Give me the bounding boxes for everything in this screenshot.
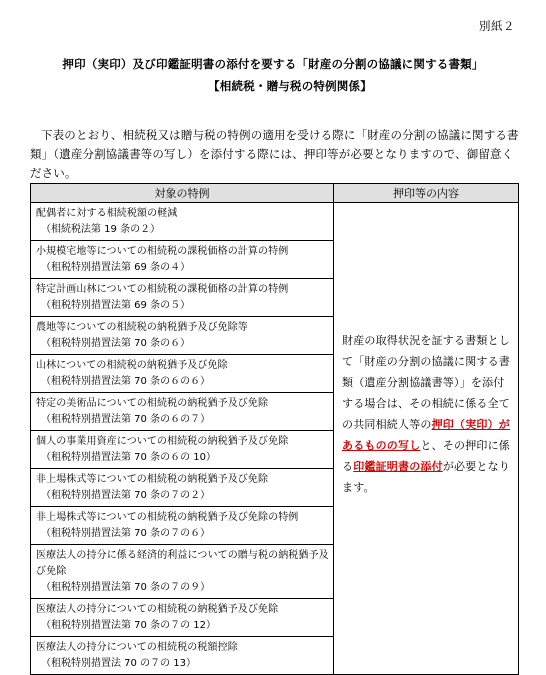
- requirement-text-1: 財産の取得状況を証する書類として「財産の分割の協議に関する書類（遺産分割協議書等）」を添付する場合は、その相続に係る全ての共同相続人等の: [342, 333, 510, 431]
- special-rule-name: 山林についての相続税の納税猶予及び免除: [36, 360, 228, 371]
- special-rule-name: 農地等についての相続税の納税猶予及び免除等: [36, 322, 248, 333]
- special-rule-name: 非上場株式等についての相続税の納税猶予及び免除: [36, 474, 269, 485]
- special-rule-law-reference: （租税特別措置法第 70 条の７の２）: [41, 490, 211, 501]
- special-rule-name: 非上場株式等についての相続税の納税猶予及び免除の特例: [36, 512, 299, 523]
- special-rules-table: [30, 183, 519, 675]
- special-rule-cell: [31, 431, 334, 469]
- special-rule-law-reference: （租税特別措置法第 70 条の６）: [41, 338, 191, 349]
- seal-requirement-cell: [334, 203, 519, 675]
- special-rule-cell: [31, 545, 334, 599]
- special-rule-cell: [31, 317, 334, 355]
- special-rule-law-reference: （租税特別措置法第 70 条の７の６）: [41, 528, 211, 539]
- special-rule-law-reference: （租税特別措置法第 69 条の５）: [41, 300, 191, 311]
- special-rule-name: 小規模宅地等についての相続税の課税価格の計算の特例: [36, 246, 289, 257]
- special-rule-cell: [31, 241, 334, 279]
- special-rule-name: 特定の美術品についての相続税の納税猶予及び免除: [36, 398, 269, 409]
- special-rule-cell: [31, 203, 334, 241]
- special-rule-cell: [31, 279, 334, 317]
- special-rule-name: 特定計画山林についての相続税の課税価格の計算の特例: [36, 284, 289, 295]
- special-rule-name: 配偶者に対する相続税額の軽減: [36, 208, 178, 219]
- special-rule-cell: [31, 393, 334, 431]
- special-rule-law-reference: （租税特別措置法第 69 条の４）: [41, 262, 191, 273]
- requirement-highlight-seal-copy: 押印（実印）があるものの写し: [342, 417, 511, 452]
- table-row: [31, 203, 519, 241]
- attachment-label: 別紙２: [479, 19, 515, 33]
- special-rule-cell: [31, 507, 334, 545]
- header-special-rule: 対象の特例: [31, 184, 334, 203]
- header-seal-content: 押印等の内容: [334, 184, 519, 203]
- special-rule-cell: [31, 355, 334, 393]
- special-rule-law-reference: （租税特別措置法第 70 条の６の７）: [41, 414, 211, 425]
- special-rule-cell: [31, 637, 334, 675]
- requirement-text-2: と、その押印に係る: [342, 438, 511, 473]
- requirement-highlight-seal-certificate: 印鑑証明書の添付: [353, 459, 443, 473]
- title-line-2: 【相続税・贈与税の特例関係】: [208, 79, 372, 93]
- special-rule-law-reference: （租税特別措置法第 70 条の７の９）: [41, 582, 211, 593]
- special-rule-law-reference: （租税特別措置法 70 の７の 13）: [41, 658, 196, 669]
- table-header-row: [31, 184, 519, 203]
- special-rule-name: 医療法人の持分についての相続税の税額控除: [36, 642, 238, 653]
- special-rule-cell: [31, 469, 334, 507]
- title-line-1: 押印（実印）及び印鑑証明書の添付を要する「財産の分割の協議に関する書類」: [62, 57, 484, 71]
- special-rule-name: 個人の事業用資産についての相続税の納税猶予及び免除: [36, 436, 289, 447]
- special-rule-law-reference: （租税特別措置法第 70 条の７の 12）: [41, 620, 216, 631]
- intro-paragraph: 下表のとおり、相続税又は贈与税の特例の適用を受ける際に「財産の分割の協議に関する書類」（遺産分割協議書等の写し）を添付する際には、押印等が必要となりますので、御留意ください。: [30, 128, 519, 180]
- special-rule-name: 医療法人の持分についての相続税の納税猶予及び免除: [36, 604, 279, 615]
- requirement-text-3: が必要となります。: [342, 459, 511, 494]
- special-rule-law-reference: （相続税法第 19 条の２）: [41, 224, 161, 235]
- special-rule-cell: [31, 599, 334, 637]
- special-rule-law-reference: （租税特別措置法第 70 条の６の 10）: [41, 452, 216, 463]
- document-title: [0, 53, 546, 97]
- special-rule-name: 医療法人の持分に係る経済的利益についての贈与税の納税猶予及び免除: [36, 550, 329, 577]
- special-rule-law-reference: （租税特別措置法第 70 条の６の６）: [41, 376, 211, 387]
- table-body: [31, 203, 519, 675]
